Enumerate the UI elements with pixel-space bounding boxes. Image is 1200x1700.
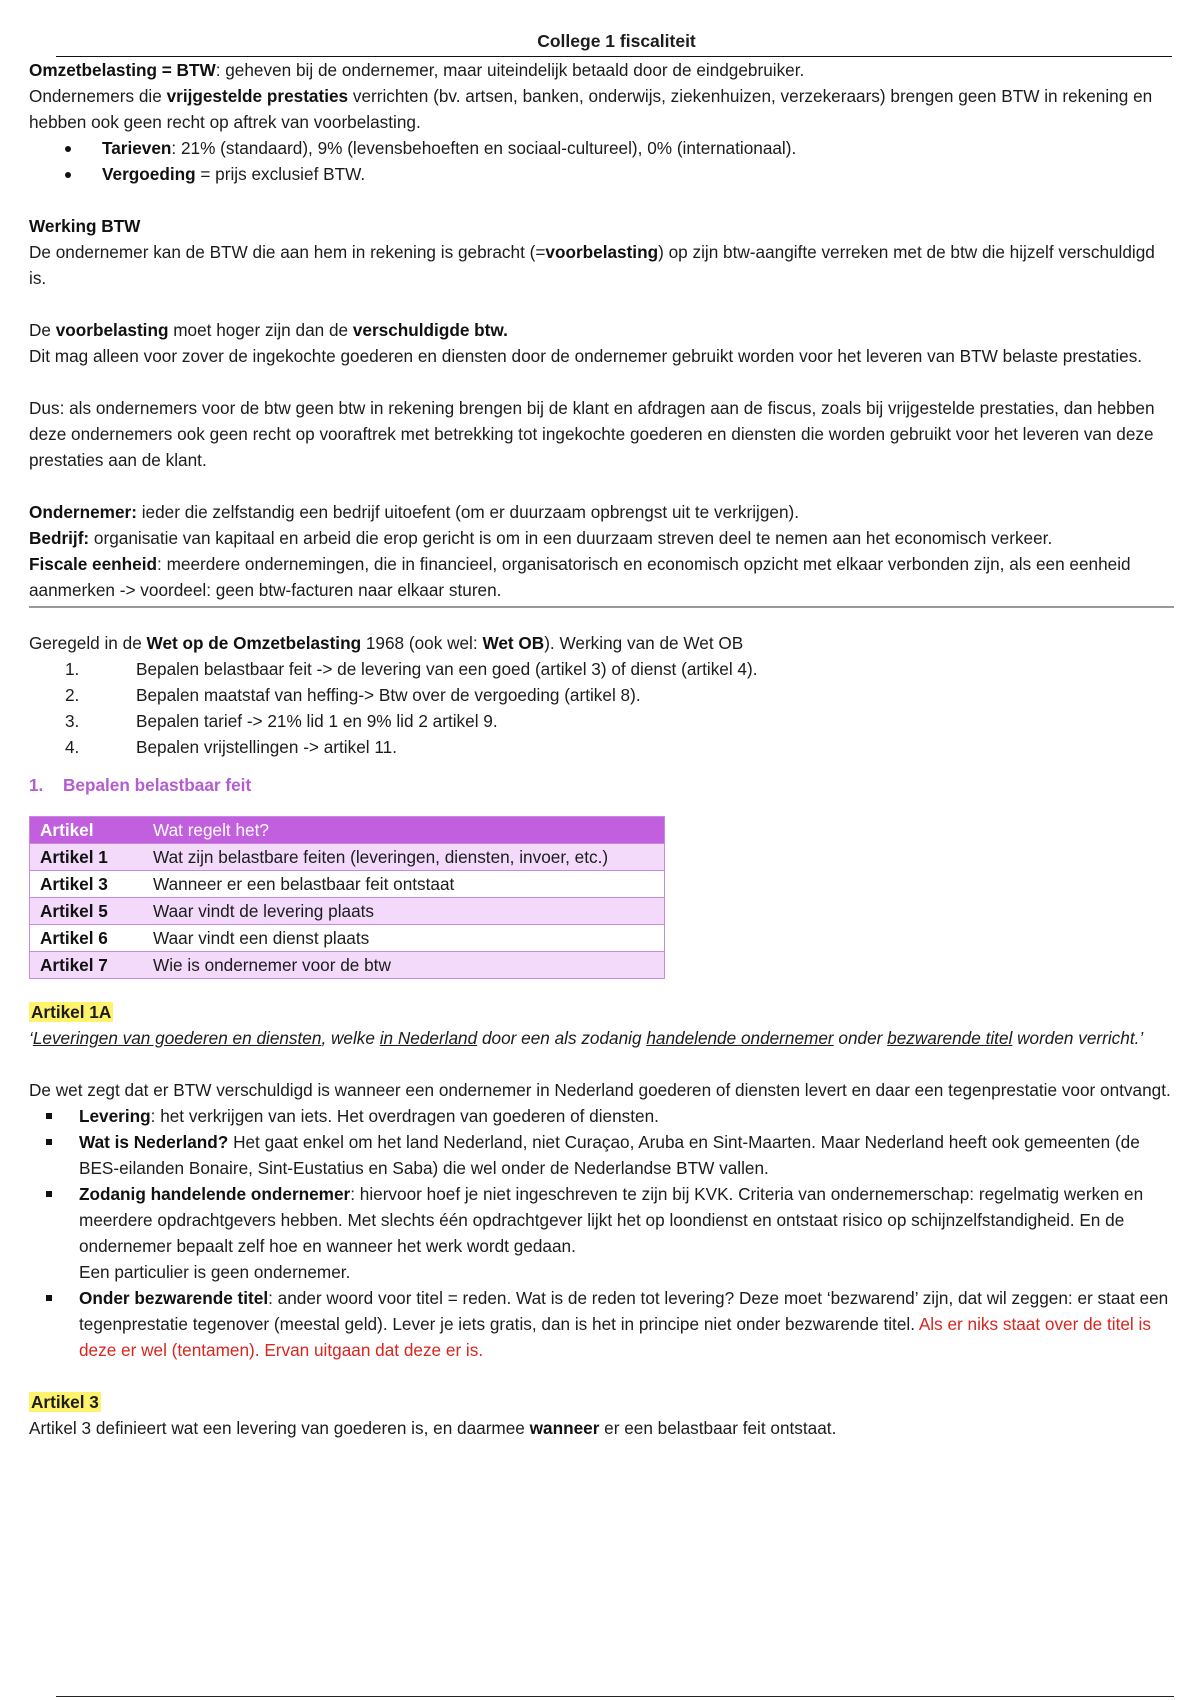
artikel-1a-bullet-list	[29, 1103, 1174, 1363]
table-row: Artikel 6 Waar vindt een dienst plaats	[30, 925, 665, 952]
table-row: Artikel 1 Wat zijn belastbare feiten (leveringen, diensten, invoer, etc.)	[30, 844, 665, 871]
section-heading-belastbaar-feit: 1. Bepalen belastbaar feit	[29, 775, 252, 795]
artikel-1a-quote: ‘Leveringen van goederen en diensten, welke in Nederland door een als zodanig handelende ondernemer onder bezwarende titel worden verricht.’	[29, 1028, 1144, 1048]
list-item: 1. Bepalen belastbaar feit -> de levering van een goed (artikel 3) of dienst (artikel 4).	[65, 659, 758, 679]
artikel-3-heading: Artikel 3	[31, 1392, 99, 1412]
list-item: Zodanig handelende ondernemer: hiervoor hoef je niet ingeschreven te zijn bij KVK. Criteria van ondernemerschap: regelmatig werken en meerdere opdrachtgevers hebben. Met slechts één opdrachtgever lijkt het op loondienst en ontstaat risico op schijnzelfstandigheid. En de ondernemer bepaalt zelf hoe en wanneer het werk wordt gedaan. Een particulier is geen ondernemer.	[29, 1181, 1174, 1285]
list-item: Levering: het verkrijgen van iets. Het overdragen van goederen of diensten.	[29, 1103, 1174, 1129]
vrijgestelde-prestaties-paragraph: Ondernemers die vrijgestelde prestaties verrichten (bv. artsen, banken, onderwijs, ziekenhuizen, verzekeraars) brengen geen BTW in rekening en hebben ook geen recht op aftrek van voorbelasting.	[29, 86, 1153, 132]
list-item: Onder bezwarende titel: ander woord voor titel = reden. Wat is de reden tot levering? Deze moet ‘bezwarend’ zijn, dat wil zeggen: er staat een tegenprestatie tegenover (meestal geld). Lever je iets gratis, dan is het in principe niet onder bezwarende titel. Als er niks staat over de titel is deze er wel (tentamen). Ervan uitgaan dat deze er is.	[29, 1285, 1174, 1363]
table-row: Artikel 7 Wie is ondernemer voor de btw	[30, 952, 665, 979]
artikel-table	[29, 816, 665, 979]
list-item: Wat is Nederland? Het gaat enkel om het land Nederland, niet Curaçao, Aruba en Sint-Maarten. Maar Nederland heeft ook gemeenten (de BES-eilanden Bonaire, Sint-Eustatius en Saba) die wel onder de Nederlandse BTW vallen.	[29, 1129, 1174, 1181]
document-page	[29, 28, 1174, 1441]
btw-definition: Omzetbelasting = BTW: geheven bij de ondernemer, maar uiteindelijk betaald door de eindgebruiker.	[29, 60, 805, 80]
section-divider	[29, 606, 1174, 608]
list-item: Vergoeding = prijs exclusief BTW.	[29, 161, 1174, 187]
table-header-row	[30, 817, 665, 844]
footer-divider	[56, 1696, 1174, 1697]
intro-bullet-list	[29, 135, 1174, 187]
werking-paragraph-2: De voorbelasting moet hoger zijn dan de verschuldigde btw.	[29, 320, 508, 340]
definition-fiscale-eenheid: Fiscale eenheid: meerdere ondernemingen, die in financieel, organisatorisch en economisch opzicht met elkaar verbonden zijn, als een eenheid aanmerken -> voordeel: geen btw-facturen naar elkaar sturen.	[29, 554, 1131, 600]
wet-ob-intro: Geregeld in de Wet op de Omzetbelasting 1968 (ook wel: Wet OB). Werking van de Wet OB	[29, 633, 744, 653]
list-item: 2. Bepalen maatstaf van heffing-> Btw over de vergoeding (artikel 8).	[65, 685, 641, 705]
list-item: 3. Bepalen tarief -> 21% lid 1 en 9% lid 2 artikel 9.	[65, 711, 498, 731]
artikel-1a-explanation: De wet zegt dat er BTW verschuldigd is wanneer een ondernemer in Nederland goederen of diensten levert en daar een tegenprestatie voor ontvangt.	[29, 1080, 1171, 1100]
werking-paragraph-2b: Dit mag alleen voor zover de ingekochte goederen en diensten door de ondernemer gebruikt worden voor het leveren van BTW belaste prestaties.	[29, 346, 1143, 366]
exam-note: Als er niks staat over de titel is deze er wel (tentamen). Ervan uitgaan dat deze er is.	[79, 1314, 1151, 1360]
wet-ob-steps	[29, 656, 1174, 760]
artikel-1a-heading: Artikel 1A	[31, 1002, 112, 1022]
list-item: 4. Bepalen vrijstellingen -> artikel 11.	[65, 737, 397, 757]
table-row: Artikel 5 Waar vindt de levering plaats	[30, 898, 665, 925]
document-title: College 1 fiscaliteit	[537, 31, 696, 51]
list-item: Tarieven: 21% (standaard), 9% (levensbehoeften en sociaal-cultureel), 0% (internationaal).	[29, 135, 1174, 161]
table-header-omschrijving: Wat regelt het?	[143, 817, 665, 844]
artikel-3-paragraph: Artikel 3 definieert wat een levering van goederen is, en daarmee wanneer er een belastbaar feit ontstaat.	[29, 1418, 837, 1438]
definition-ondernemer: Ondernemer: ieder die zelfstandig een bedrijf uitoefent (om er duurzaam opbrengst uit te verkrijgen).	[29, 502, 800, 522]
table-row: Artikel 3 Wanneer er een belastbaar feit ontstaat	[30, 871, 665, 898]
definition-bedrijf: Bedrijf: organisatie van kapitaal en arbeid die erop gericht is om in een duurzaam streven deel te nemen aan het economisch verkeer.	[29, 528, 1053, 548]
werking-paragraph-1: De ondernemer kan de BTW die aan hem in rekening is gebracht (=voorbelasting) op zijn btw-aangifte verreken met de btw die hijzelf verschuldigd is.	[29, 242, 1155, 288]
werking-paragraph-3: Dus: als ondernemers voor de btw geen btw in rekening brengen bij de klant en afdragen aan de fiscus, zoals bij vrijgestelde prestaties, dan hebben deze ondernemers ook geen recht op vooraftrek met betrekking tot ingekochte goederen en diensten die worden gebruikt voor het leveren van deze prestaties aan de klant.	[29, 398, 1155, 470]
werking-heading: Werking BTW	[29, 216, 141, 236]
table-header-artikel: Artikel	[30, 817, 144, 844]
